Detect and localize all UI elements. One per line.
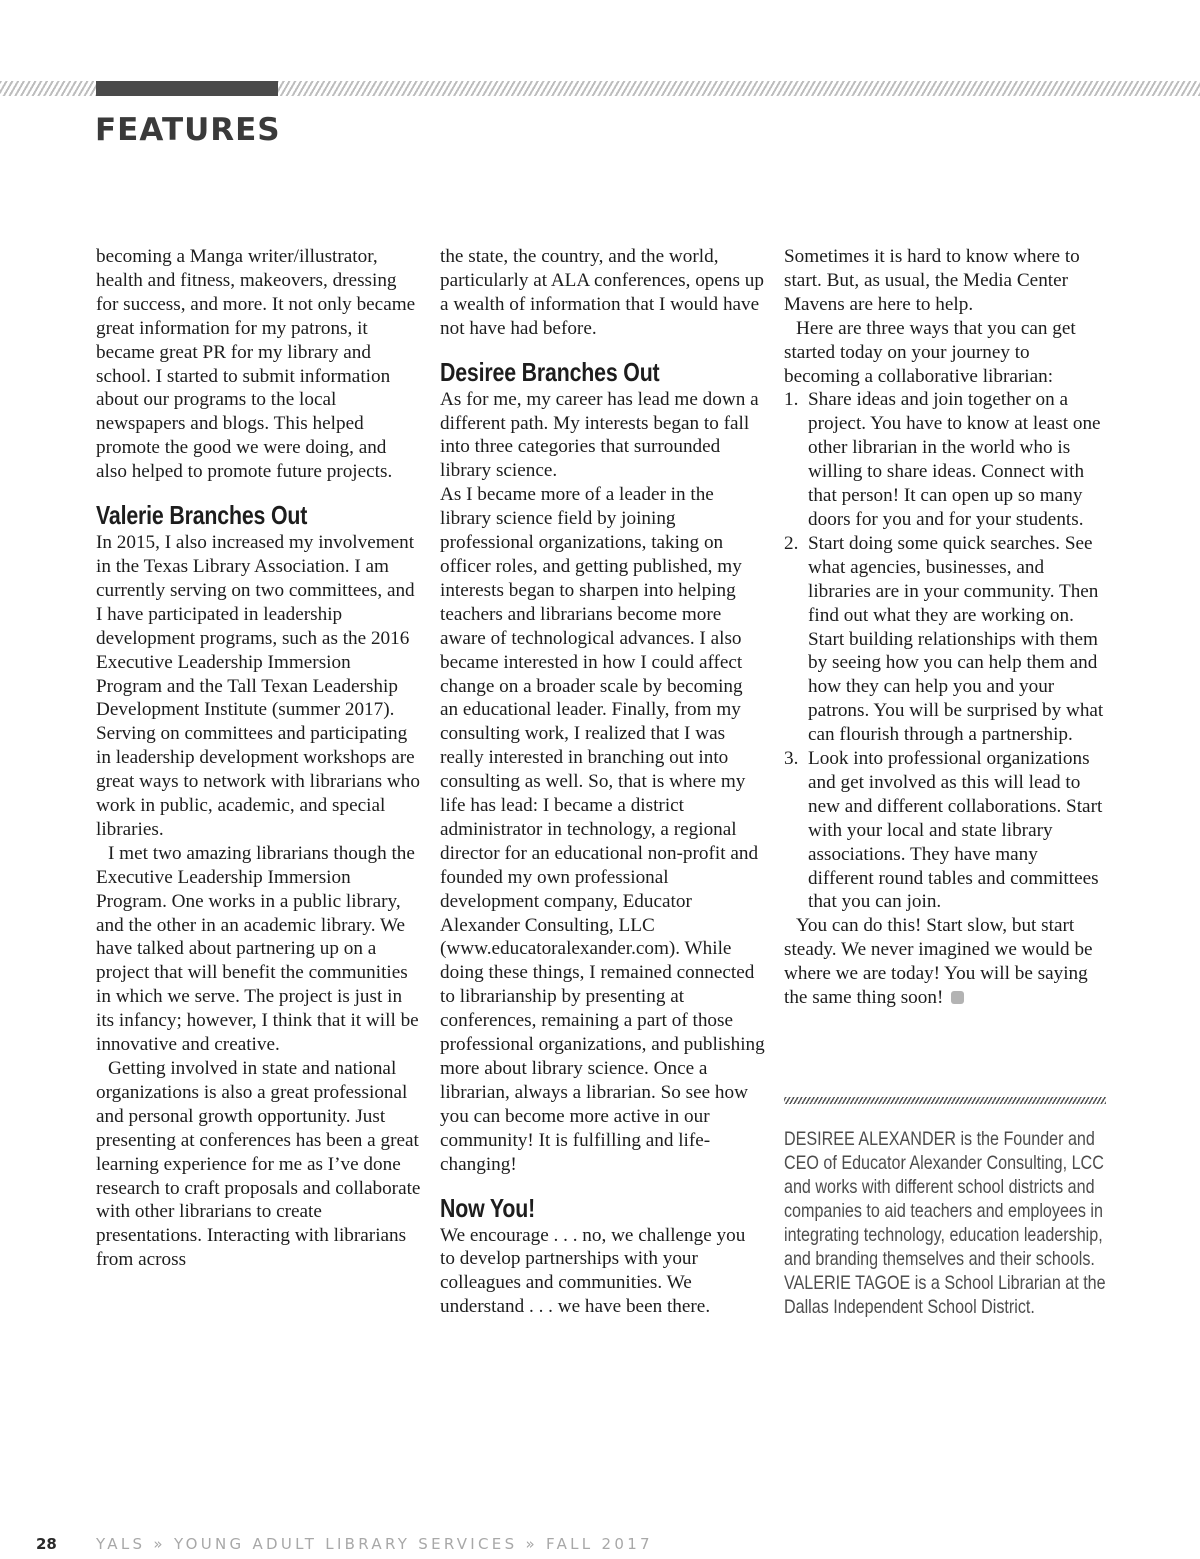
- section-title: FEATURES: [95, 112, 281, 148]
- tips-list: [784, 388, 1106, 914]
- end-of-article-icon: [951, 991, 964, 1004]
- closing-paragraph: [784, 914, 1106, 1010]
- paragraph: Sometimes it is hard to know where to start. But, as usual, the Media Center Mavens are here to help.: [784, 246, 1080, 315]
- header-accent-bar: [96, 81, 278, 96]
- list-item-number: 2.: [784, 532, 799, 554]
- paragraph: I met two amazing librarians though the Executive Leadership Immersion Program. One works in a public library, and the other in an academic library. We have talked about partnering up on a project that will benefit the communities in which we serve. The project is just in its infancy; however, I think that it will be innovative and creative.: [96, 842, 419, 1056]
- paragraph: As I became more of a leader in the library science field by joining professional organizations, taking on officer roles, and getting published, my interests began to sharpen into helping teachers and librarians become more aware of technological advances. I also became interested in how I could affect change on a broader scale by becoming an educational leader. Finally, from my consulting work, I realized that I was really interested in branching out into consulting as well. So, that is where my life has lead: I became a district administrator in technology, a regional director for an educational non-profit and founded my own professional development company, Educator Alexander Consulting, LLC (www.educatoralexander.com). While doing these things, I remained connected to librarianship by presenting at conferences, remaining a part of those professional organizations, and publishing more about library science. Once a librarian, always a librarian. So see how you can become more active in our community! It is fulfilling and life-changing!: [440, 484, 765, 1175]
- list-item-text: Share ideas and join together on a project. You have to know at least one other librarian in the world who is willing to share ideas. Connect with that person! It can open up so many doors for you and for your students.: [808, 389, 1101, 530]
- list-item-text: Look into professional organizations and get involved as this will lead to new and different collaborations. Start with your local and state library associations. They have many different round tables and committees that you can join.: [808, 748, 1103, 913]
- list-item: [784, 747, 1106, 914]
- author-bio: [784, 1128, 1114, 1320]
- subheading-valerie: Valerie Branches Out: [96, 500, 308, 531]
- list-item: [784, 532, 1106, 747]
- paragraph: the state, the country, and the world, particularly at ALA conferences, opens up a wealth of information that I would have not have had before.: [440, 246, 764, 339]
- subheading-desiree: Desiree Branches Out: [440, 356, 660, 387]
- list-item-number: 1.: [784, 389, 799, 411]
- list-item-number: 3.: [784, 748, 799, 770]
- list-item-text: Start doing some quick searches. See what agencies, businesses, and libraries are in your community. Then find out what they are working on. Start building relationships with them by seeing how you can help them and how they can help you and your patrons. You will be surprised by what can flourish through a partnership.: [808, 532, 1104, 746]
- bio-divider: [784, 1097, 1106, 1104]
- running-footer: YALS » YOUNG ADULT LIBRARY SERVICES » FALL 2017: [96, 1535, 653, 1553]
- article-column-3: [784, 245, 1106, 1010]
- author-bio-text: DESIREE ALEXANDER is the Founder and CEO of Educator Alexander Consulting, LCC and works with different school districts and companies to aid teachers and employees in integrating technology, education leadership, and branding themselves and their schools. VALERIE TAGOE is a School Librarian at the Dallas Independent School District.: [784, 1129, 1106, 1318]
- list-item: [784, 388, 1106, 531]
- paragraph: In 2015, I also increased my involvement in the Texas Library Association. I am currently serving on two committees, and I have participated in leadership development programs, such as the 2016 Executive Leadership Immersion Program and the Tall Texan Leadership Development Institute (summer 2017). Serving on committees and participating in leadership development workshops are great ways to network with librarians who work in public, academic, and special libraries.: [96, 532, 420, 840]
- paragraph: Getting involved in state and national organizations is also a great professional and personal growth opportunity. Just presenting at conferences has been a great learning experience for me as I’ve done research to craft proposals and collaborate with other librarians to create presentations. Interacting with librarians from across: [96, 1058, 421, 1271]
- paragraph: Here are three ways that you can get started today on your journey to becoming a collaborative librarian:: [784, 317, 1076, 387]
- page-number: 28: [36, 1535, 57, 1553]
- article-column-1: [96, 245, 421, 1272]
- subheading-now-you: Now You!: [440, 1192, 536, 1223]
- closing-text: You can do this! Start slow, but start steady. We never imagined we would be where we are today! You will be saying the same thing soon!: [784, 915, 1093, 1009]
- paragraph: As for me, my career has lead me down a different path. My interests began to fall into three categories that surrounded library science.: [440, 388, 759, 482]
- article-column-2: [440, 245, 765, 1319]
- paragraph: We encourage . . . no, we challenge you to develop partnerships with your colleagues and communities. We understand . . . we have been there.: [440, 1224, 746, 1318]
- paragraph: becoming a Manga writer/illustrator, health and fitness, makeovers, dressing for success, and more. It not only became great information for my patrons, it became great PR for my library and school. I started to submit information about our programs to the local newspapers and blogs. This helped promote the good we were doing, and also helped to promote future projects.: [96, 246, 416, 483]
